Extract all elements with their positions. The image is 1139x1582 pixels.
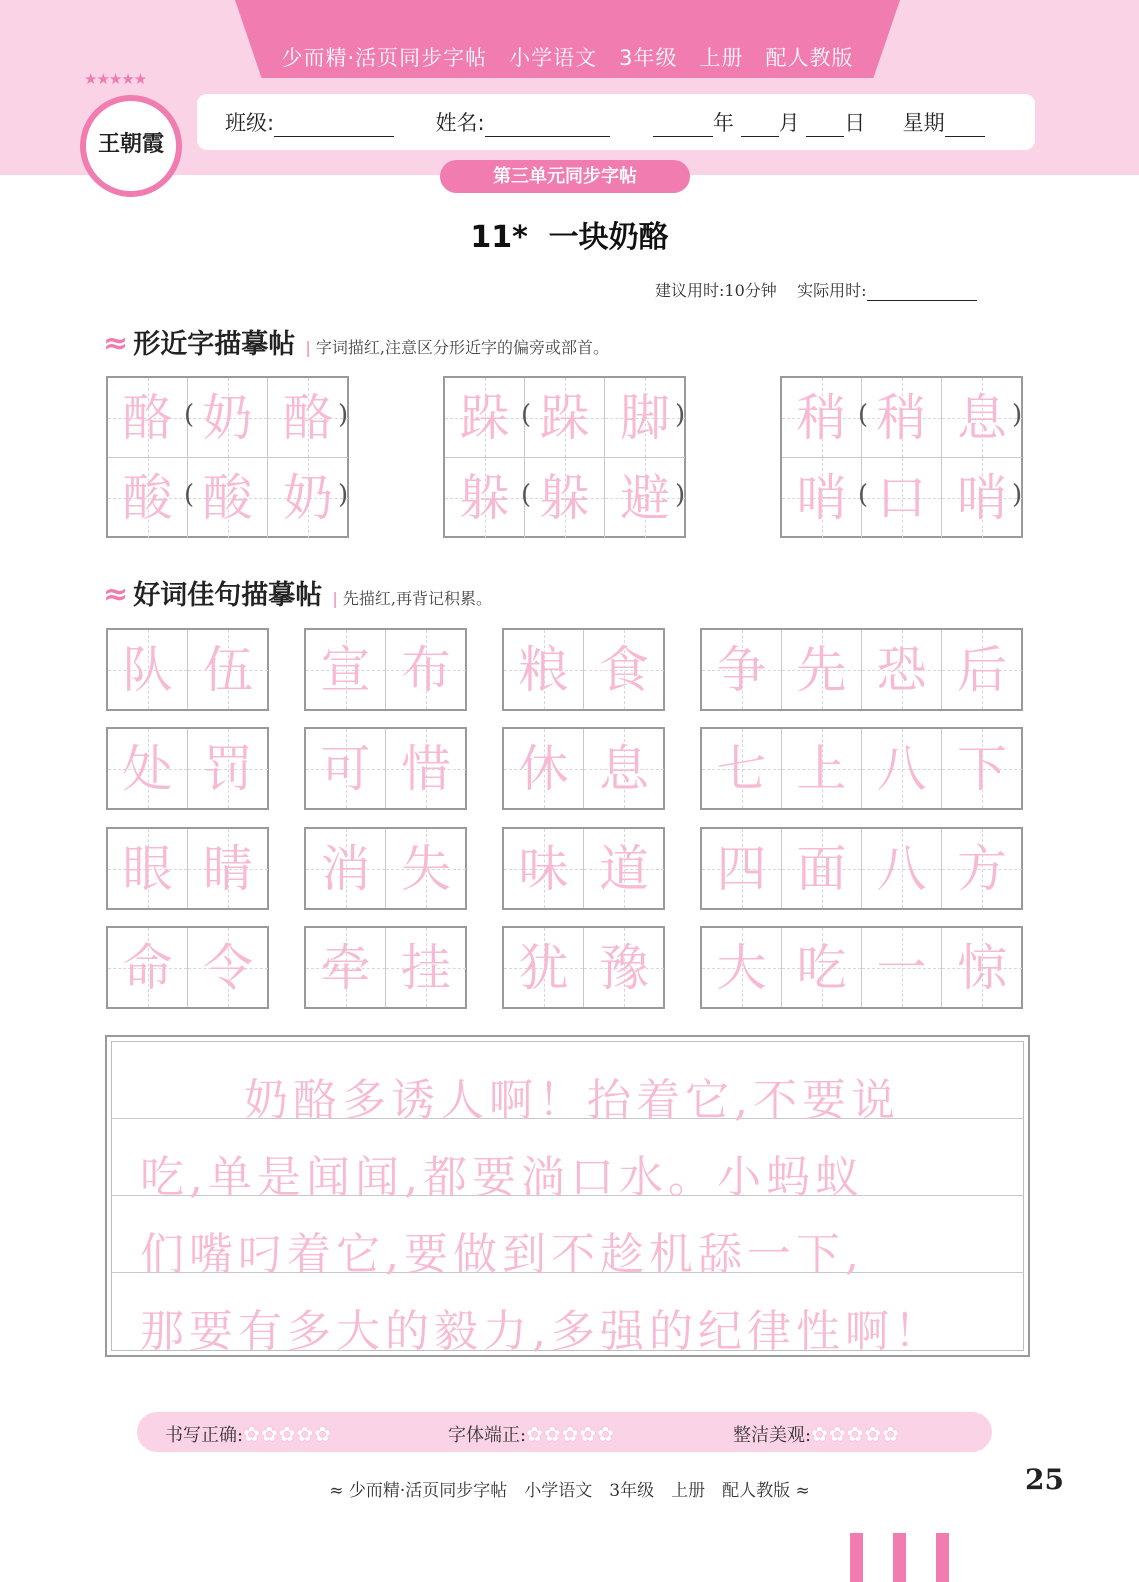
trace-cell[interactable] [782, 829, 862, 908]
trace-cell[interactable] [445, 378, 525, 458]
trace-cell[interactable] [605, 458, 685, 538]
trace-cell[interactable] [584, 928, 664, 1007]
trace-char: 牵 [320, 939, 371, 997]
year-field[interactable] [653, 114, 713, 137]
trace-char: 味 [518, 840, 569, 898]
year-label: 年 [712, 111, 734, 135]
trace-char: 伍 [203, 641, 253, 699]
trace-cell[interactable] [386, 928, 466, 1007]
trace-char: 躲 [459, 469, 510, 527]
trace-char: 躲 [539, 469, 590, 527]
trace-cell[interactable] [306, 630, 386, 709]
trace-char: 酪 [122, 389, 173, 447]
trace-char: 大 [716, 939, 767, 997]
trace-cell[interactable] [942, 630, 1022, 709]
month-field[interactable] [741, 114, 779, 137]
eval-neat-label: 字体端正: [448, 1425, 527, 1446]
trace-char: 布 [401, 641, 451, 699]
month-label: 月 [778, 111, 800, 135]
trace-char: 避 [620, 469, 670, 527]
trace-char: 稍 [876, 389, 927, 447]
trace-char: 八 [876, 740, 927, 798]
trace-char: 挂 [401, 939, 451, 997]
trace-char: 脚 [620, 389, 670, 447]
weekday-field[interactable] [945, 114, 985, 137]
trace-char: 豫 [599, 939, 649, 997]
paren-close: ) [675, 400, 686, 430]
passage-line-4: 那要有多大的毅力,多强的纪律性啊！ [140, 1306, 943, 1357]
passage-line-2: 吃,单是闻闻,都要淌口水。小蚂蚁 [140, 1152, 864, 1203]
paren-open: ( [521, 400, 532, 430]
trace-cell[interactable] [386, 729, 466, 808]
header-title: 少而精·活页同步字帖 小学语文 3年级 上册 配人教版 [281, 46, 854, 70]
trace-char: 粮 [518, 641, 569, 699]
trace-char: 失 [401, 840, 451, 898]
trace-cell[interactable] [942, 729, 1022, 808]
decor-stripe [936, 1533, 949, 1582]
trace-cell[interactable] [862, 729, 942, 808]
section1-header: ≈ 形近字描摹帖 | 字词描红,注意区分形近字的偏旁或部首。 [103, 326, 609, 361]
trace-cell[interactable] [188, 378, 268, 458]
trace-cell[interactable] [942, 458, 1022, 538]
name-field[interactable] [485, 114, 610, 137]
trace-cell[interactable] [306, 829, 386, 908]
trace-char: 上 [796, 740, 847, 798]
trace-cell[interactable] [268, 378, 348, 458]
trace-cell[interactable] [188, 928, 268, 1007]
unit-label: 第三单元同步字帖 [440, 160, 690, 193]
trace-char: 方 [957, 840, 1007, 898]
flower-icons[interactable]: ✿✿✿✿✿ [243, 1422, 332, 1446]
trace-cell[interactable] [386, 630, 466, 709]
trace-cell[interactable] [525, 378, 605, 458]
trace-cell[interactable] [306, 729, 386, 808]
section2-tip: 先描红,再背记积累。 [342, 589, 492, 608]
trace-char: 恐 [876, 641, 927, 699]
paren-close: ) [1012, 400, 1023, 430]
trace-char: 处 [122, 740, 173, 798]
trace-cell[interactable] [702, 928, 782, 1007]
trace-cell[interactable] [702, 829, 782, 908]
paren-open: ( [184, 480, 195, 510]
paren-open: ( [184, 400, 195, 430]
trace-char: 息 [957, 389, 1007, 447]
trace-cell[interactable] [108, 729, 188, 808]
day-field[interactable] [806, 114, 844, 137]
eval-neat [448, 1421, 615, 1447]
trace-char: 可 [320, 740, 371, 798]
trace-cell[interactable] [862, 378, 942, 458]
trace-char: 酸 [202, 469, 253, 527]
trace-cell[interactable] [862, 458, 942, 538]
trace-char: 令 [203, 939, 253, 997]
paren-close: ) [1012, 480, 1023, 510]
trace-char: 口 [876, 469, 927, 527]
paren-close: ) [338, 400, 349, 430]
decor-stripe [850, 1533, 863, 1582]
trace-cell[interactable] [188, 729, 268, 808]
trace-cell[interactable] [702, 630, 782, 709]
trace-cell[interactable] [108, 829, 188, 908]
trace-cell[interactable] [782, 630, 862, 709]
logo-text: 王朝霞 [97, 131, 164, 157]
paren-open: ( [521, 480, 532, 510]
section1-tip: 字词描红,注意区分形近字的偏旁或部首。 [315, 338, 609, 357]
section2-title: 好词佳句描摹帖 [133, 580, 323, 611]
trace-char: 犹 [518, 939, 569, 997]
section2-header: ≈ 好词佳句描摹帖 | 先描红,再背记积累。 [103, 577, 492, 612]
trace-cell[interactable] [188, 630, 268, 709]
trace-char: 争 [716, 641, 767, 699]
trace-cell[interactable] [445, 458, 525, 538]
trace-char: 惜 [401, 740, 451, 798]
trace-cell[interactable] [942, 928, 1022, 1007]
paren-open: ( [858, 480, 869, 510]
suggested-time: 建议用时:10分钟 [655, 281, 777, 300]
trace-char: 四 [716, 840, 767, 898]
trace-char: 睛 [203, 840, 253, 898]
section1-title: 形近字描摹帖 [133, 329, 296, 360]
wave-icon: ≈ [103, 577, 129, 612]
trace-char: 食 [599, 641, 649, 699]
trace-char: 哨 [796, 469, 847, 527]
trace-cell[interactable] [702, 729, 782, 808]
decor-stripe [893, 1533, 906, 1582]
paren-close: ) [338, 480, 349, 510]
trace-cell[interactable] [862, 829, 942, 908]
eval-clean-label: 整洁美观: [733, 1425, 812, 1446]
logo [80, 95, 182, 197]
trace-char: 息 [599, 740, 649, 798]
trace-char: 眼 [122, 840, 173, 898]
trace-cell[interactable] [862, 928, 942, 1007]
trace-cell[interactable] [782, 378, 862, 458]
trace-cell[interactable] [188, 829, 268, 908]
trace-cell[interactable] [862, 630, 942, 709]
trace-cell[interactable] [584, 630, 664, 709]
trace-char: 吃 [796, 939, 847, 997]
trace-char: 下 [957, 740, 1007, 798]
trace-cell[interactable] [504, 928, 584, 1007]
trace-cell[interactable] [268, 458, 348, 538]
trace-cell[interactable] [504, 630, 584, 709]
trace-cell[interactable] [306, 928, 386, 1007]
wave-icon: ≈ [103, 326, 129, 361]
trace-char: 休 [518, 740, 569, 798]
trace-cell[interactable] [108, 378, 188, 458]
class-label: 班级: [225, 111, 275, 135]
trace-char: 哨 [957, 469, 1007, 527]
passage-line-3: 们嘴叼着它,要做到不趁机舔一下, [140, 1229, 864, 1280]
trace-cell[interactable] [782, 928, 862, 1007]
weekday-label: 星期 [902, 111, 945, 135]
info-fields [225, 107, 985, 137]
page-number: 25 [1025, 1463, 1064, 1496]
trace-char: 面 [796, 840, 847, 898]
trace-cell[interactable] [584, 829, 664, 908]
trace-cell[interactable] [108, 630, 188, 709]
trace-char: 七 [716, 740, 767, 798]
trace-char: 罚 [203, 740, 253, 798]
trace-char: 酪 [283, 389, 333, 447]
trace-char: 跺 [539, 389, 590, 447]
trace-char: 稍 [796, 389, 847, 447]
lesson-number: 11* [470, 220, 528, 255]
time-line [655, 278, 977, 301]
trace-char: 先 [796, 641, 847, 699]
trace-cell[interactable] [605, 378, 685, 458]
eval-correct [165, 1421, 332, 1447]
trace-char: 命 [122, 939, 173, 997]
lesson-name: 一块奶酪 [548, 220, 669, 255]
trace-char: 奶 [283, 469, 333, 527]
trace-char: 酸 [122, 469, 173, 527]
trace-char: 消 [320, 840, 371, 898]
trace-char: 宣 [320, 641, 371, 699]
eval-clean [733, 1421, 900, 1447]
trace-char: 八 [876, 840, 927, 898]
trace-cell[interactable] [108, 928, 188, 1007]
trace-char: 惊 [957, 939, 1007, 997]
trace-char: 后 [957, 641, 1007, 699]
trace-cell[interactable] [386, 829, 466, 908]
trace-cell[interactable] [942, 829, 1022, 908]
actual-time-field[interactable] [867, 282, 977, 301]
eval-correct-label: 书写正确: [165, 1425, 244, 1446]
paren-close: ) [675, 480, 686, 510]
flower-icons[interactable]: ✿✿✿✿✿ [526, 1422, 615, 1446]
trace-char: 跺 [459, 389, 510, 447]
star-icons: ★★★★★ [84, 70, 147, 88]
passage-line-1: 奶酪多诱人啊！抬着它,不要说 [244, 1075, 900, 1126]
trace-char: 奶 [202, 389, 253, 447]
trace-char: 队 [122, 641, 173, 699]
paren-open: ( [858, 400, 869, 430]
trace-cell[interactable] [188, 458, 268, 538]
trace-cell[interactable] [584, 729, 664, 808]
trace-cell[interactable] [942, 378, 1022, 458]
trace-cell[interactable] [782, 458, 862, 538]
trace-cell[interactable] [504, 829, 584, 908]
name-label: 姓名: [435, 111, 485, 135]
trace-cell[interactable] [525, 458, 605, 538]
trace-char: 一 [876, 939, 927, 997]
actual-time-label: 实际用时: [797, 281, 867, 300]
footer-text: ≈ 少而精·活页同步字帖 小学语文 3年级 上册 配人教版 ≈ [329, 1481, 810, 1501]
trace-cell[interactable] [782, 729, 862, 808]
lesson-title [0, 212, 1139, 256]
flower-icons[interactable]: ✿✿✿✿✿ [811, 1422, 900, 1446]
trace-cell[interactable] [504, 729, 584, 808]
trace-cell[interactable] [108, 458, 188, 538]
class-field[interactable] [274, 114, 394, 137]
trace-char: 道 [599, 840, 649, 898]
day-label: 日 [844, 111, 866, 135]
